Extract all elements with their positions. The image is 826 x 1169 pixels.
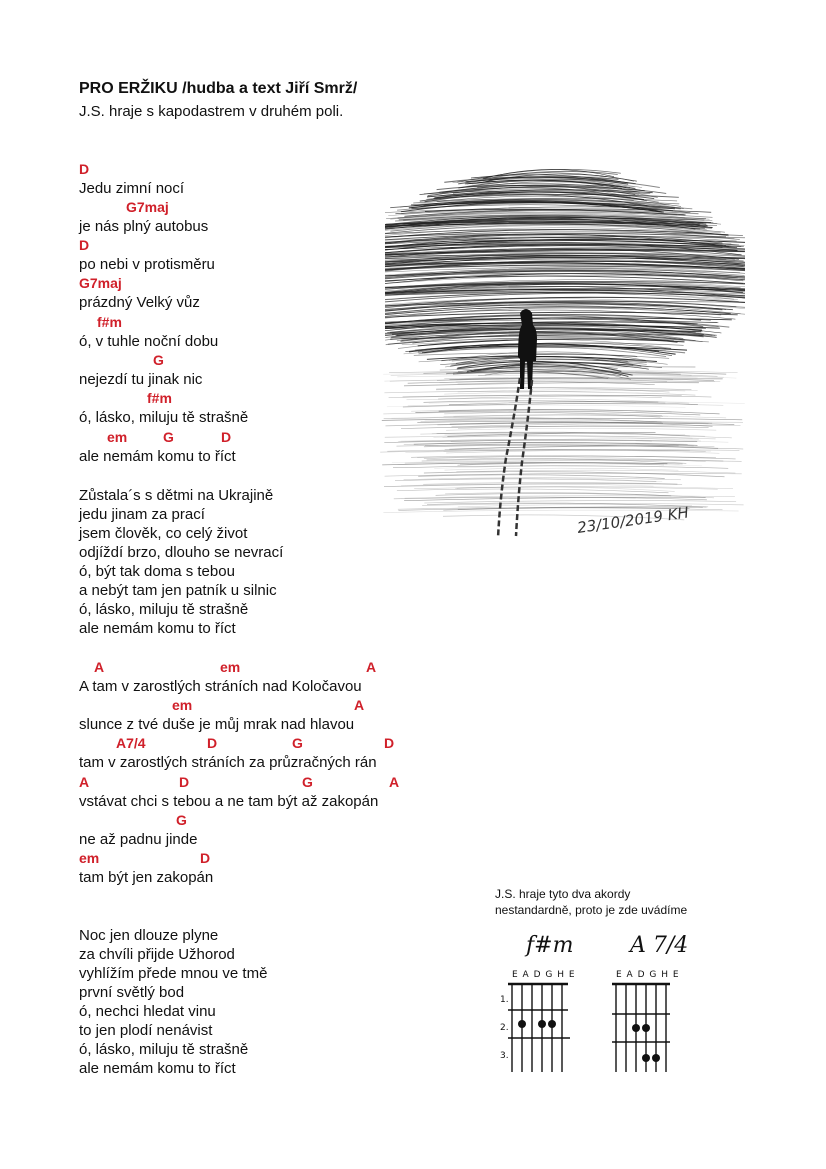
chord-label: D — [207, 735, 218, 751]
string-names: E A D G H E — [616, 970, 680, 980]
lyric-line: Zůstala´s s dětmi na Ukrajině — [79, 487, 274, 504]
lyric-line: ó, nechci hledat vinu — [79, 1003, 216, 1020]
chord-diagram-fsharp-m — [500, 933, 576, 1072]
chord-label: A — [366, 659, 377, 675]
chord-label: A7/4 — [116, 735, 146, 751]
chord-label: D — [221, 429, 232, 445]
chord-label: D — [79, 161, 90, 177]
chord-note-line: nestandardně, proto je zde uvádíme — [495, 903, 688, 917]
chord-diagram-title: A 7/4 — [630, 933, 689, 958]
lyric-line: ó, lásko, miluju tě strašně — [79, 601, 249, 618]
lyric-line: ó, být tak doma s tebou — [79, 563, 235, 580]
lyric-line: ale nemám komu to říct — [79, 448, 236, 465]
chord-label: em — [107, 429, 128, 445]
hatching-cloud — [385, 169, 745, 379]
lyric-line: je nás plný autobus — [79, 218, 209, 235]
lyric-line: to jen plodí nenávist — [79, 1022, 213, 1039]
lyric-line: prázdný Velký vůz — [79, 294, 200, 311]
footprints — [498, 378, 532, 538]
fret-number: 1. — [500, 995, 509, 1005]
lyric-line: A tam v zarostlých stráních nad Koločavou — [79, 678, 362, 695]
lyric-line: nejezdí tu jinak nic — [79, 371, 203, 388]
lyric-line: Noc jen dlouze plyne — [79, 927, 219, 944]
chord-note-line: J.S. hraje tyto dva akordy — [495, 887, 631, 901]
lyric-line: ale nemám komu to říct — [79, 620, 236, 637]
capo-note: J.S. hraje s kapodastrem v druhém poli. — [79, 103, 344, 120]
chord-label: D — [79, 237, 90, 253]
chord-label: A — [389, 774, 400, 790]
chord-label: D — [200, 850, 211, 866]
song-title: PRO ERŽIKU /hudba a text Jiří Smrž/ — [79, 80, 358, 97]
hatching-ground — [380, 367, 745, 520]
lyric-line: tam být jen zakopán — [79, 869, 214, 886]
lyric-line: Jedu zimní nocí — [79, 180, 185, 197]
pencil-drawing — [350, 148, 750, 568]
lyric-line: jsem člověk, co celý život — [79, 525, 248, 542]
chord-label: G — [163, 429, 174, 445]
signature: 23/10/2019 KH — [576, 503, 690, 537]
lyric-line: slunce z tvé duše je můj mrak nad hlavou — [79, 716, 355, 733]
chord-diagram-a74 — [612, 933, 688, 1072]
fret-number: 2. — [500, 1023, 509, 1033]
chord-label: G7maj — [126, 199, 169, 215]
chord-label: f#m — [97, 314, 122, 330]
lyric-line: ó, lásko, miluju tě strašně — [79, 409, 249, 426]
lyric-line: ó, lásko, miluju tě strašně — [79, 1041, 249, 1058]
chord-label: f#m — [147, 390, 172, 406]
chord-label: em — [79, 850, 100, 866]
chord-label: em — [172, 697, 193, 713]
chord-label: G — [302, 774, 313, 790]
chord-label: D — [179, 774, 190, 790]
chord-diagram-title: f#m — [526, 933, 574, 958]
lyric-line: jedu jinam za prací — [79, 506, 205, 523]
fret-number: 3. — [500, 1051, 509, 1061]
chord-label: A — [79, 774, 90, 790]
chord-diagrams — [498, 922, 698, 1082]
figure-silhouette — [518, 309, 537, 389]
lyric-line: tam v zarostlých stráních za průzračných rán — [79, 754, 377, 771]
chord-label: D — [384, 735, 395, 751]
chord-label: G — [153, 352, 164, 368]
lyric-line: vyhlížím přede mnou ve tmě — [79, 965, 268, 982]
lyric-line: ne až padnu jinde — [79, 831, 198, 848]
chord-label: em — [220, 659, 241, 675]
chord-label: G — [176, 812, 187, 828]
lyric-line: odjíždí brzo, dlouho se nevrací — [79, 544, 284, 561]
lyric-line: ale nemám komu to říct — [79, 1060, 236, 1077]
lyric-line: za chvíli přijde Užhorod — [79, 946, 235, 963]
lyric-line: první světlý bod — [79, 984, 185, 1001]
string-names: E A D G H E — [512, 970, 576, 980]
chord-label: G7maj — [79, 275, 122, 291]
lyric-line: ó, v tuhle noční dobu — [79, 333, 219, 350]
lyric-line: vstávat chci s tebou a ne tam být až zakopán — [79, 793, 379, 810]
chord-label: A — [354, 697, 365, 713]
chord-label: A — [94, 659, 105, 675]
lyric-line: po nebi v protisměru — [79, 256, 215, 273]
lyric-line: a nebýt tam jen patník u silnic — [79, 582, 277, 599]
chord-label: G — [292, 735, 303, 751]
